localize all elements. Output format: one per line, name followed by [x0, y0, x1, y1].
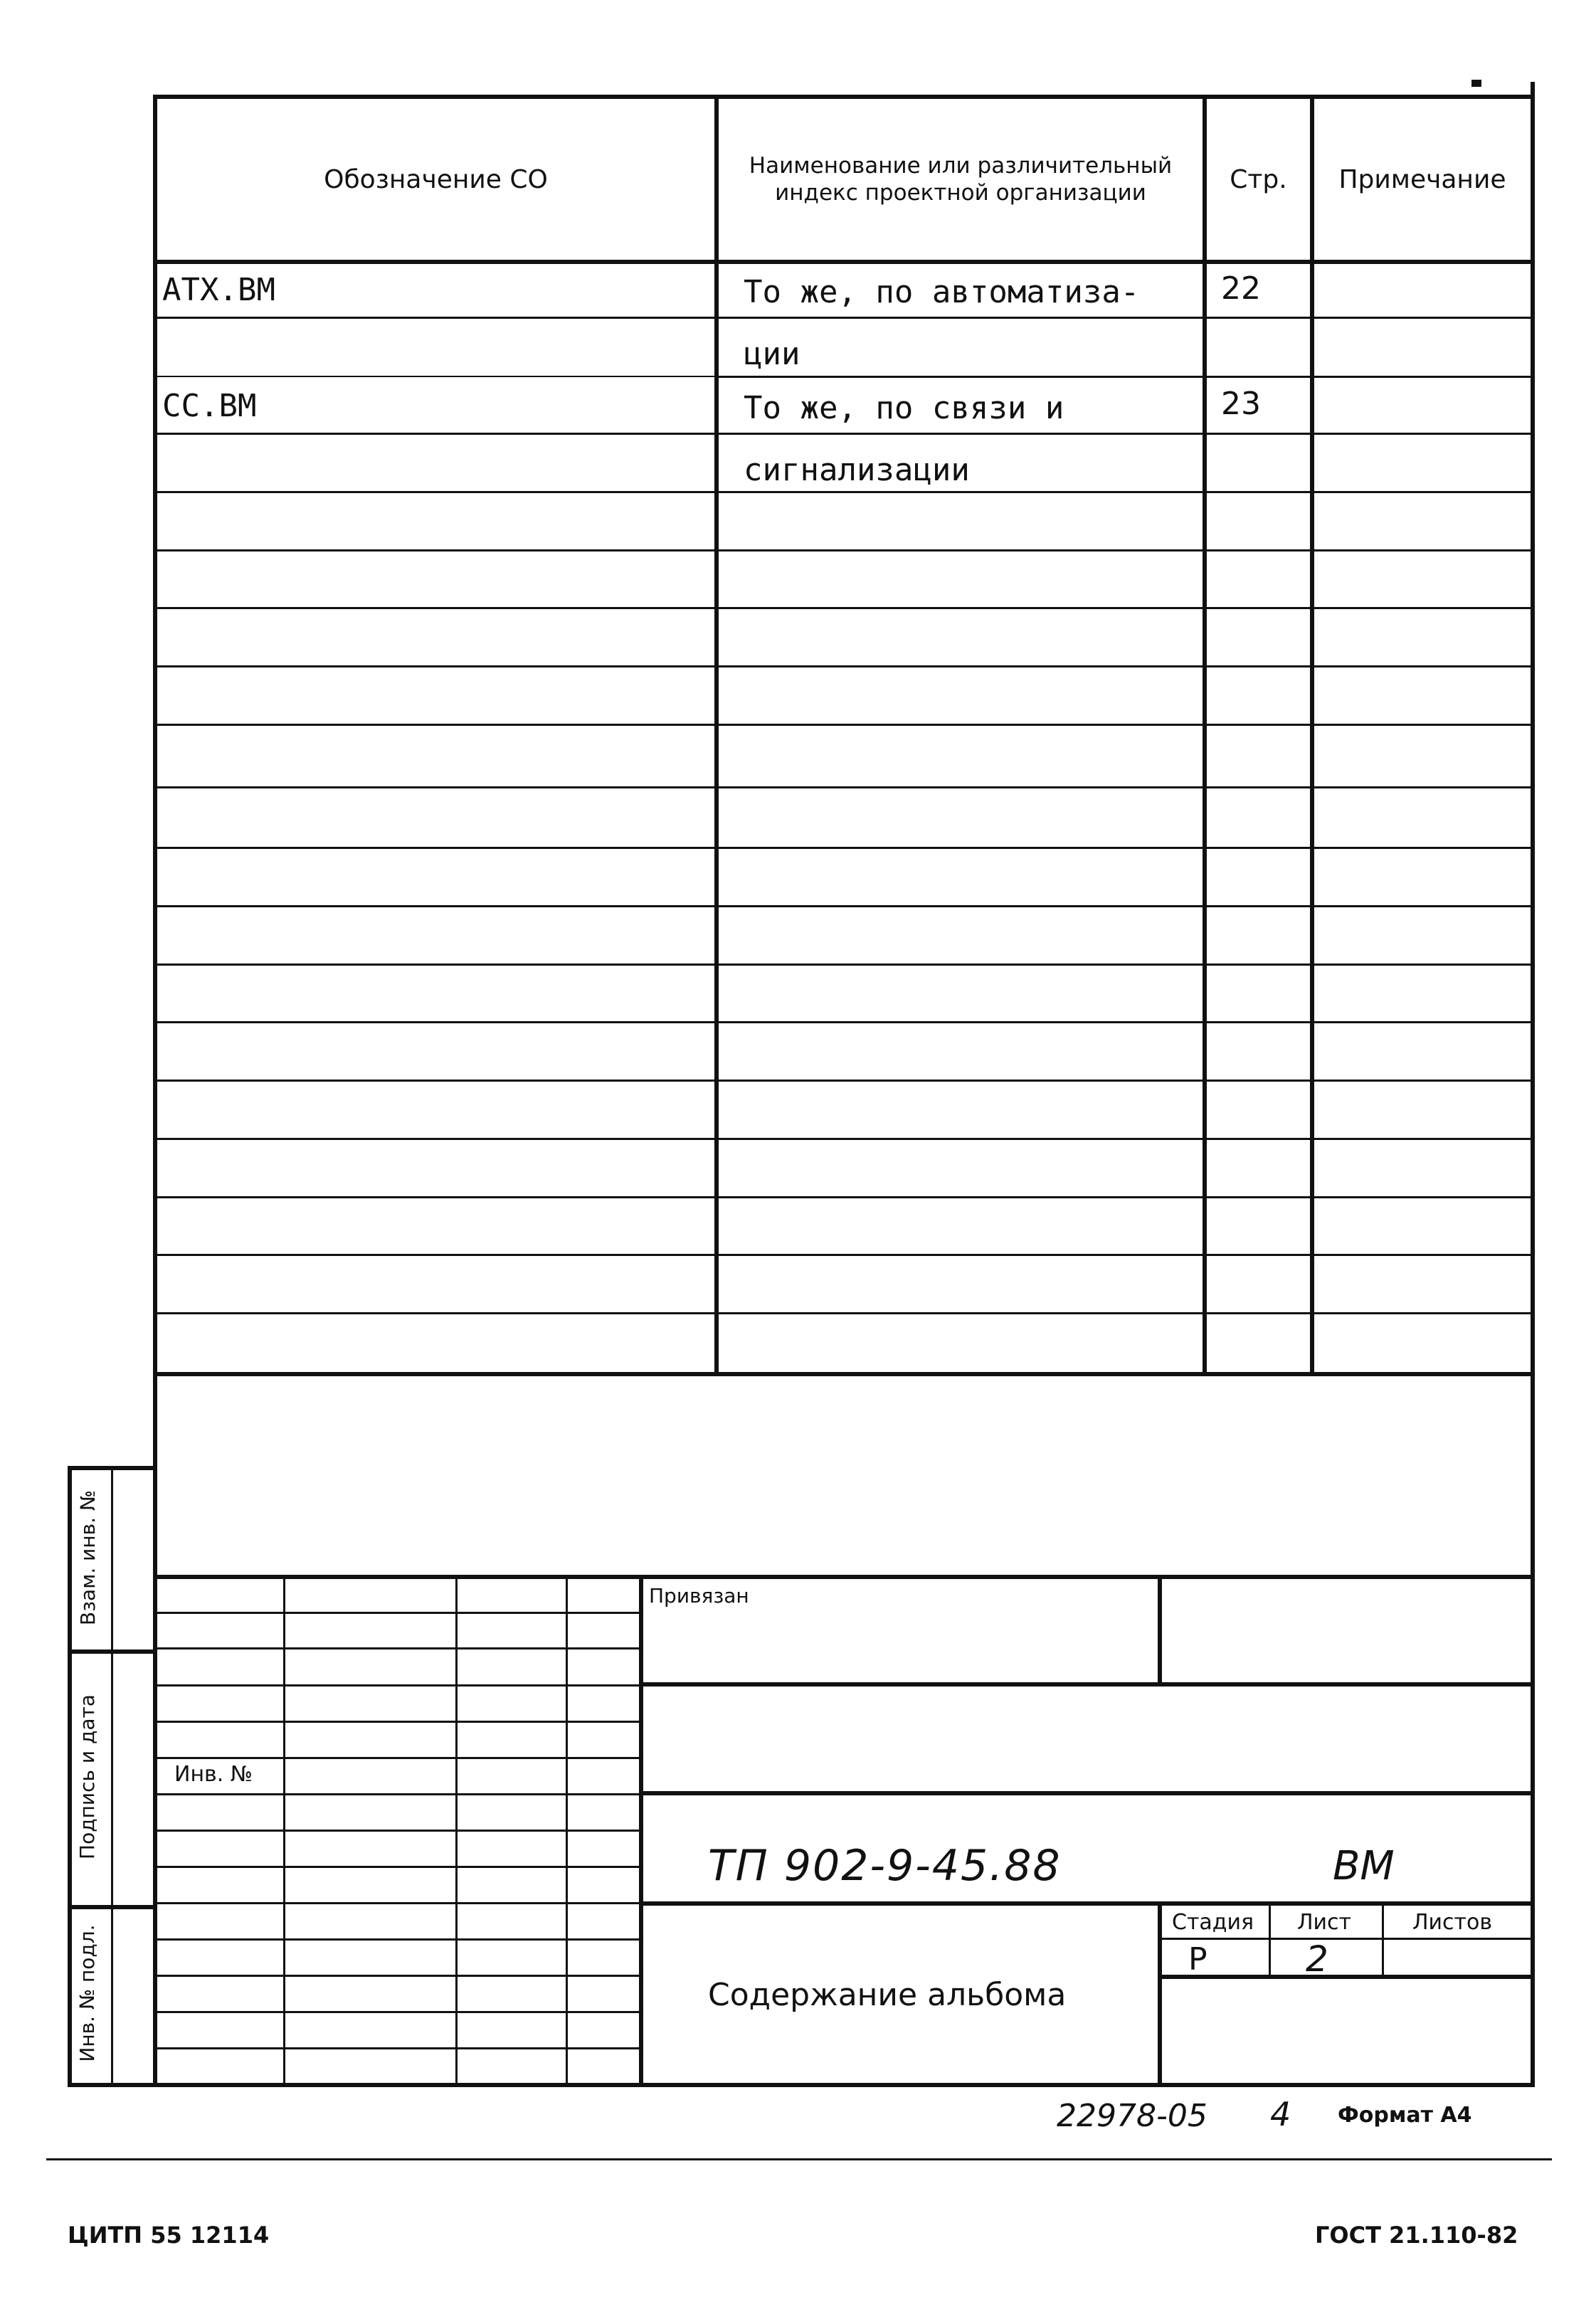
side-stamp-replacement-inv: Взам. инв. №	[76, 1489, 100, 1626]
doc-mark: ВМ	[1333, 1843, 1395, 1889]
stage-row-bottom	[1158, 1975, 1535, 1979]
col-divider-2	[1203, 95, 1207, 1376]
side-stamp-outer-border	[68, 1466, 72, 2087]
frame-right-border	[1531, 82, 1535, 2087]
footer-right: ГОСТ 21.110-82	[1315, 2222, 1518, 2249]
header-page	[1207, 99, 1310, 260]
rev-row	[153, 1902, 641, 1904]
header-name	[740, 99, 1181, 260]
handwritten-num: 4	[1270, 2095, 1291, 2133]
row-line	[714, 376, 1535, 378]
header-designation	[157, 99, 714, 260]
row-line	[153, 549, 1535, 551]
row-1-name: То же, по автоматиза-	[744, 274, 1140, 310]
code-row-bottom	[639, 1901, 1535, 1906]
stage-header-bottom	[1158, 1938, 1535, 1940]
side-stamp-original-inv: Инв. № подл.	[75, 1924, 99, 2062]
sheets-header: Листов	[1412, 1910, 1493, 1935]
rev-row	[153, 1757, 641, 1759]
frame-bottom-border	[68, 2083, 1535, 2087]
row-line	[153, 1138, 1535, 1140]
rev-row	[153, 2047, 641, 2049]
row-line	[153, 376, 714, 377]
row-line	[153, 964, 1535, 966]
rev-row	[153, 1975, 641, 1977]
doc-code: ТП 902-9-45.88	[708, 1841, 1062, 1891]
format-label: Формат А4	[1338, 2103, 1472, 2128]
table-bottom-border	[153, 1372, 1535, 1376]
row-3-page: 23	[1221, 386, 1261, 422]
row-1-designation: АТХ.ВМ	[162, 272, 275, 308]
row-line	[153, 1080, 1535, 1082]
code-row-top	[639, 1791, 1535, 1795]
stage-header: Стадия	[1172, 1910, 1254, 1935]
row-3-designation: СС.ВМ	[162, 388, 257, 424]
row-line	[153, 847, 1535, 849]
stage-block-left	[1158, 1901, 1162, 2087]
stage-value: Р	[1188, 1941, 1207, 1978]
header-note-text: Примечание	[1338, 164, 1506, 194]
corner-mark	[1471, 80, 1481, 87]
rev-row	[153, 1684, 641, 1687]
row-line	[153, 1254, 1535, 1256]
side-stamp-signature-date: Подпись и дата	[75, 1694, 99, 1859]
title-block-top-border	[153, 1575, 1535, 1579]
header-designation-text: Обозначение СО	[324, 164, 548, 194]
row-4-name: сигнализации	[744, 452, 970, 488]
rev-row	[153, 1938, 641, 1941]
rev-row	[153, 2011, 641, 2013]
attached-divider	[1158, 1575, 1162, 1684]
row-line	[153, 665, 1535, 667]
attached-label: Привязан	[649, 1584, 749, 1608]
rev-row	[153, 1721, 641, 1723]
document-title: Содержание альбома	[708, 1977, 1067, 2013]
row-line	[153, 607, 1535, 609]
rev-row	[153, 1647, 641, 1649]
sheet-header: Лист	[1297, 1910, 1352, 1935]
handwritten-code: 22978-05	[1057, 2098, 1207, 2134]
col-divider-1	[714, 95, 719, 1376]
header-bottom-border	[153, 260, 1535, 264]
rev-row	[153, 1793, 641, 1795]
row-line	[153, 1196, 1535, 1198]
header-page-text: Стр.	[1230, 164, 1287, 194]
side-stamp-inner-border	[111, 1466, 113, 2083]
rev-row	[153, 1866, 641, 1868]
row-1-page: 22	[1221, 270, 1261, 307]
row-2-name: ции	[744, 336, 800, 372]
row-line	[153, 491, 1535, 493]
row-line	[153, 1312, 1535, 1314]
row-line	[153, 317, 1535, 319]
header-note	[1314, 99, 1531, 260]
attached-bottom	[639, 1682, 1535, 1687]
row-line	[153, 433, 1535, 435]
frame-left-border	[153, 95, 157, 2087]
inv-label: Инв. №	[174, 1762, 253, 1787]
row-3-name: То же, по связи и	[744, 390, 1064, 426]
rev-row	[153, 1830, 641, 1832]
footer-rule	[46, 2158, 1552, 2160]
row-line	[153, 1021, 1535, 1023]
footer-left: ЦИТП 55 12114	[68, 2222, 270, 2249]
row-line	[153, 786, 1535, 788]
rev-row	[153, 1612, 641, 1614]
row-line	[153, 905, 1535, 907]
col-divider-3	[1310, 95, 1314, 1376]
header-name-text: Наименование или различительный индекс проектной организации	[749, 153, 1173, 206]
sheet-value: 2	[1306, 1938, 1328, 1980]
row-line	[153, 724, 1535, 726]
side-stamp-divider-1	[68, 1649, 157, 1654]
